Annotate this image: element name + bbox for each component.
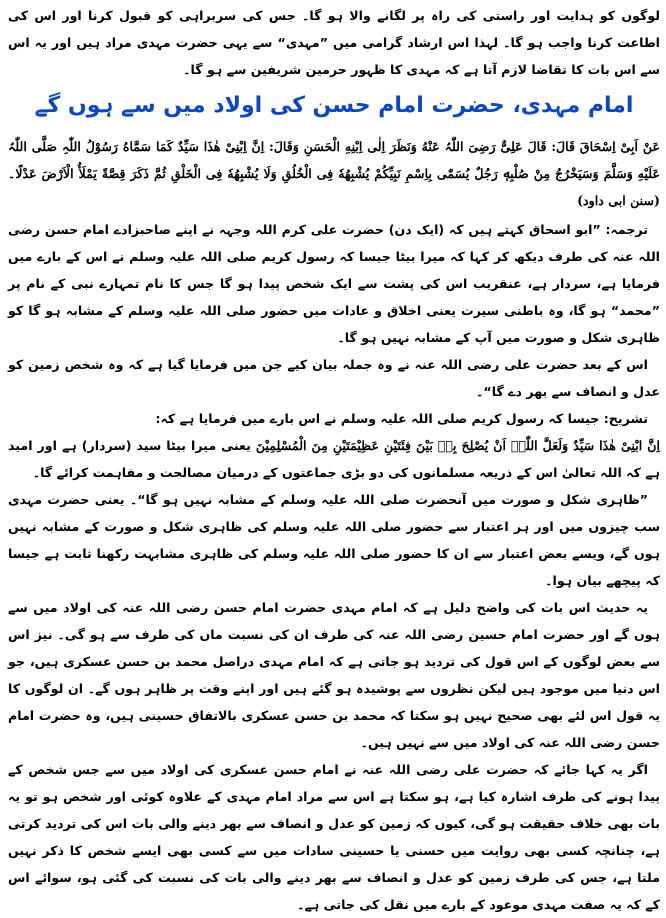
translation-paragraph: ترجمہ: ”ابو اسحاق کہتے ہیں کہ (ایک دن) حضرت علی کرم اللہ وجہہ نے اپنے صاحبزادے امام حسن رضی اللہ عنہ کی طرف دیکھ کر کہا کہ میرا بیٹا جیسا کہ رسول کریم صلی اللہ علیہ وسلم نے اس کے بارے میں فرمایا ہے، سردار ہے، عنقریب اس کی پشت سے ایک شخص پیدا ہو گا جس کا نام تمہارے نبی کے نام پر ”محمد“ ہو گا، وہ باطنی سیرت یعنی اخلاق و عادات میں حضور صلی اللہ علیہ وسلم کے مشابہ ہو گا کو ظاہری شکل و صورت میں آپ کے مشابہ نہیں ہو گا۔ — [8, 222, 660, 345]
resemblance-paragraph: ”ظاہری شکل و صورت میں آنحضرت صلی اللہ علیہ وسلم کے مشابہ نہیں ہو گا“۔ یعنی حضرت مہدی سب چیزوں میں اور ہر اعتبار سے حضور صلی اللہ علیہ وسلم کی ظاہری شکل و صورت کے مشابہ نہیں ہوں گے، ویسے بعض اعتبار سے ان کا حضور صلی اللہ علیہ وسلم کی ظاہری مشابہت رکھنا ثابت ہے جیسا کہ پیچھے بیان ہوا۔ — [8, 492, 660, 588]
commentary-label-line: تشریح: جیسا کہ رسول کریم صلی اللہ علیہ وسلم نے اس بارے میں فرمایا ہے کہ: — [155, 411, 648, 426]
document-page — [8, 2, 660, 912]
objection-paragraph: اگر یہ کہا جائے کہ حضرت علی رضی اللہ عنہ نے امام حسن عسکری کی اولاد میں سے جس شخص کے پیدا ہونے کی طرف اشارہ کیا ہے، ہو سکتا ہے اس سے مراد امام مہدی کے علاوہ کوئی اور شخص ہو تو یہ بات بھی خلاف حقیقت ہو گی، کیوں کہ زمین کو عدل و انصاف سے بھر دینے والی بات اس کی تردید کرتی ہے، چنانچہ کسی بھی روایت میں حسنی یا حسینی سادات میں سے کسی بھی ایسے شخص کا ذکر نہیں ملتا ہے، جس کی طرف زمین کو عدل و انصاف سے بھر دینے والی بات کی نسبت کی گئی ہو، سوائے اس کے کہ یہ صفت مہدی موعود کے بارے میں نقل کی جاتی ہے۔ — [8, 762, 660, 912]
commentary-arabic-quote: اِنَّ ابْنِیْ هٰذَا سَیِّدٌ وَلَعَلَّ اللّٰہَ اَنْ یُصْلِحَ بِهٖ بَیْنَ فِئَتَیْنِ عَظِیْمَتَیْنِ مِنَ الْمُسْلِمِیْنَ — [255, 438, 660, 453]
hadith-arabic-text: عَنْ اَبِیْ اِسْحَاقَ قَالَ: قَالَ عَلِیٌّ رَضِیَ اللّٰہُ عَنْهُ وَنَظَرَ اِلٰی اِبْنِهِ الْحَسَنِ وَقَالَ: اِنَّ اِبْنِیْ هٰذَا سَیِّدٌ کَمَا سَمَّاهُ رَسُوْلُ اللّٰہِ صَلَّی اللّٰہُ عَلَیْهِ وَسَلَّمَ وَسَیَخْرُجُ مِنْ صُلْبِهٖ رَجُلٌ یُسَمّٰی بِاِسْمِ نَبِیِّکُمْ یُشْبِهُهٗ فِی الْخُلُقِ وَلَا یُشْبِهُهٗ فِی الْخَلْقِ ثُمَّ ذَکَرَ قِصَّةً یَمْلَأُ الْاَرْضَ عَدْلًا۔ — [8, 139, 660, 181]
commentary-after-quote: یعنی میرا بیٹا سید (سردار) ہے اور امید ہے کہ اللہ تعالیٰ اس کے ذریعہ مسلمانوں کی دو بڑی جماعتوں کے درمیان مصالحت و مفاہمت کرائے گا۔ — [8, 438, 660, 480]
hadith-arabic — [8, 133, 660, 214]
evidence-paragraph: یہ حدیث اس بات کی واضح دلیل ہے کہ امام مہدی حضرت امام حسن رضی اللہ عنہ کی اولاد میں سے ہوں گے اور حضرت امام حسین رضی اللہ عنہ کی طرف ان کی نسبت ماں کی طرف سے ہو گی۔ نیز اس سے بعض لوگوں کے اس قول کی تردید ہو جاتی ہے کہ امام مہدی دراصل محمد بن حسن عسکری ہیں، جو اس دنیا میں موجود ہیں لیکن نظروں سے پوشیدہ ہو گئے ہیں اور اپنے وقت پر ظاہر ہوں گے۔ ان لوگوں کا یہ قول اس لئے بھی صحیح نہیں ہو سکتا کہ محمد بن حسن عسکری بالاتفاق حسینی ہیں، وہ حضرت امام حسن رضی اللہ عنہ کی اولاد میں سے نہیں ہیں۔ — [8, 600, 660, 750]
commentary-paragraph — [8, 405, 660, 486]
hadith-source: (سنن ابی داود) — [577, 193, 660, 208]
intro-paragraph: لوگوں کو ہدایت اور راستی کی راہ پر لگانے والا ہو گا۔ جس کی سربراہی کو قبول کرنا اور اس کی اطاعت کرنا واجب ہو گا۔ لہذا اس ارشاد گرامی میں ”مہدی“ سے یہی حضرت مہدی مراد ہیں اور یہ اس سے اس بات کا تقاضا لازم آتا ہے کہ مہدی کا ظہور حرمین شریفین سے ہو گا۔ — [8, 8, 660, 77]
addendum-paragraph: اس کے بعد حضرت علی رضی اللہ عنہ نے وہ جملہ بیان کیے جن میں فرمایا گیا ہے کہ وہ شخص زمین کو عدل و انصاف سے بھر دے گا“۔ — [8, 357, 660, 399]
section-heading: امام مہدی، حضرت امام حسن کی اولاد میں سے ہوں گے — [34, 93, 634, 118]
